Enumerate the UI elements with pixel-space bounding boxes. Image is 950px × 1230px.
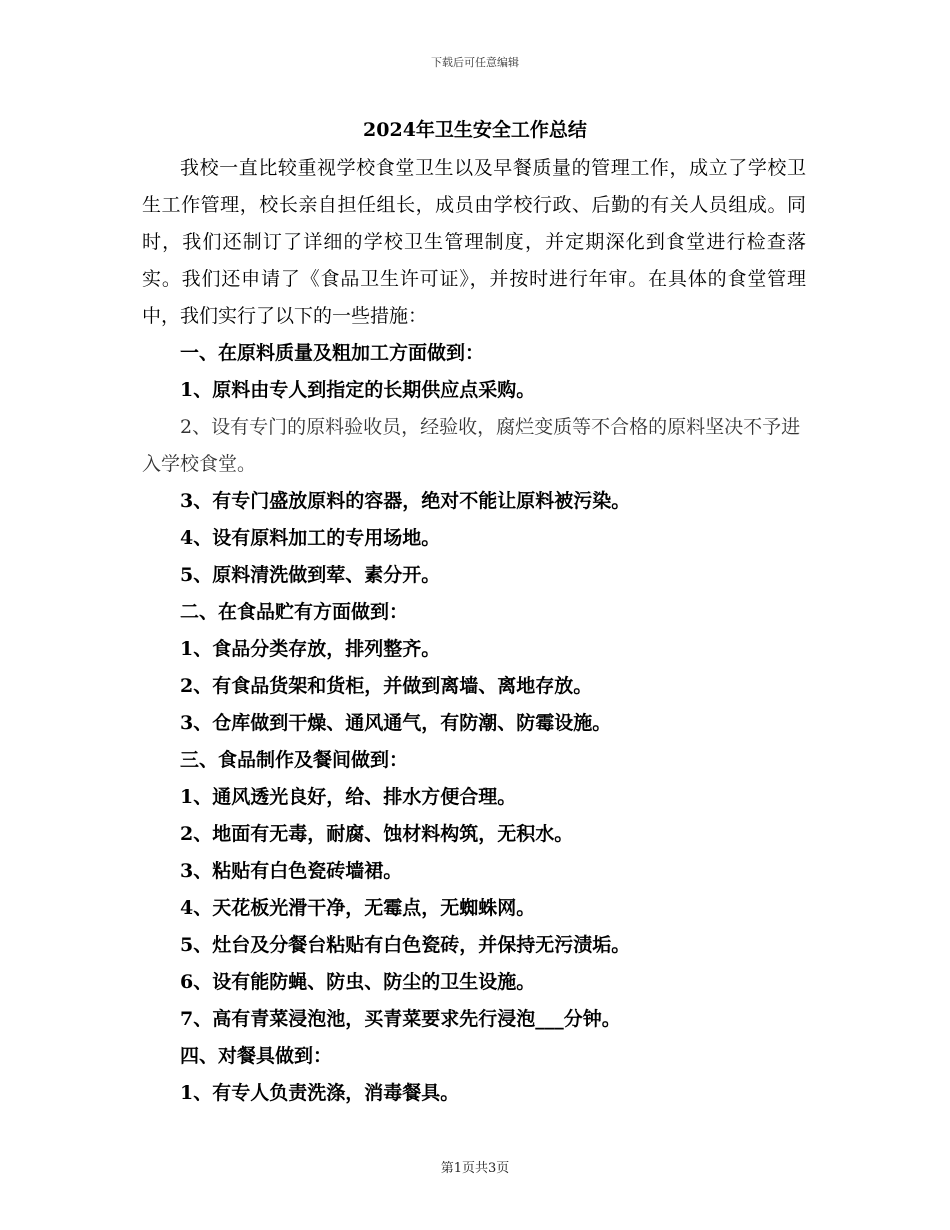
section-3-item-4: 4、天花板光滑干净，无霉点，无蜘蛛网。	[180, 897, 536, 919]
section-2-item-3: 3、仓库做到干燥、通风通气，有防潮、防霉设施。	[180, 712, 612, 734]
section-1-item-2: 2、设有专门的原料验收员，经验收，腐烂变质等不合格的原料坚决不予进入学校食堂。	[142, 416, 801, 475]
page-title: 2024年卫生安全工作总结	[363, 119, 587, 141]
section-2-item-1: 1、食品分类存放，排列整齐。	[180, 638, 441, 660]
section-2-item-2: 2、有食品货架和货柜，并做到离墙、离地存放。	[180, 675, 593, 697]
section-3-item-6: 6、设有能防蝇、防虫、防尘的卫生设施。	[180, 971, 536, 993]
section-3-item-7: 7、高有青菜浸泡池，买青菜要求先行浸泡___分钟。	[180, 1008, 621, 1030]
section-3-item-1: 1、通风透光良好，给、排水方便合理。	[180, 786, 517, 808]
section-3-item-5: 5、灶台及分餐台粘贴有白色瓷砖，并保持无污渍垢。	[180, 934, 631, 956]
section-3-item-2: 2、地面有无毒，耐腐、蚀材料构筑，无积水。	[180, 823, 574, 845]
section-3-heading: 三、食品制作及餐间做到：	[180, 749, 409, 771]
document-body	[142, 150, 806, 1112]
section-3-item-3: 3、粘贴有白色瓷砖墙裙。	[180, 860, 403, 882]
page-footer: 第1页共3页	[440, 1161, 510, 1176]
section-1-item-3: 3、有专门盛放原料的容器，绝对不能让原料被污染。	[180, 490, 631, 512]
header-note: 下载后可任意编辑	[431, 56, 519, 69]
section-4-heading: 四、对餐具做到：	[180, 1045, 333, 1067]
section-2-heading: 二、在食品贮有方面做到：	[180, 601, 409, 623]
section-1-item-5: 5、原料清洗做到荤、素分开。	[180, 564, 441, 586]
section-1-heading: 一、在原料质量及粗加工方面做到：	[180, 342, 485, 364]
intro-paragraph: 我校一直比较重视学校食堂卫生以及早餐质量的管理工作，成立了学校卫生工作管理，校长亲自担任组长，成员由学校行政、后勤的有关人员组成。同时，我们还制订了详细的学校卫生管理制度，并定期深化到食堂进行检查落实。我们还申请了《食品卫生许可证》，并按时进行年审。在具体的食堂管理中，我们实行了以下的一些措施：	[142, 157, 806, 327]
section-4-item-1: 1、有专人负责洗涤，消毒餐具。	[180, 1082, 460, 1104]
section-1-item-1: 1、原料由专人到指定的长期供应点采购。	[180, 379, 536, 401]
section-1-item-4: 4、设有原料加工的专用场地。	[180, 527, 441, 549]
